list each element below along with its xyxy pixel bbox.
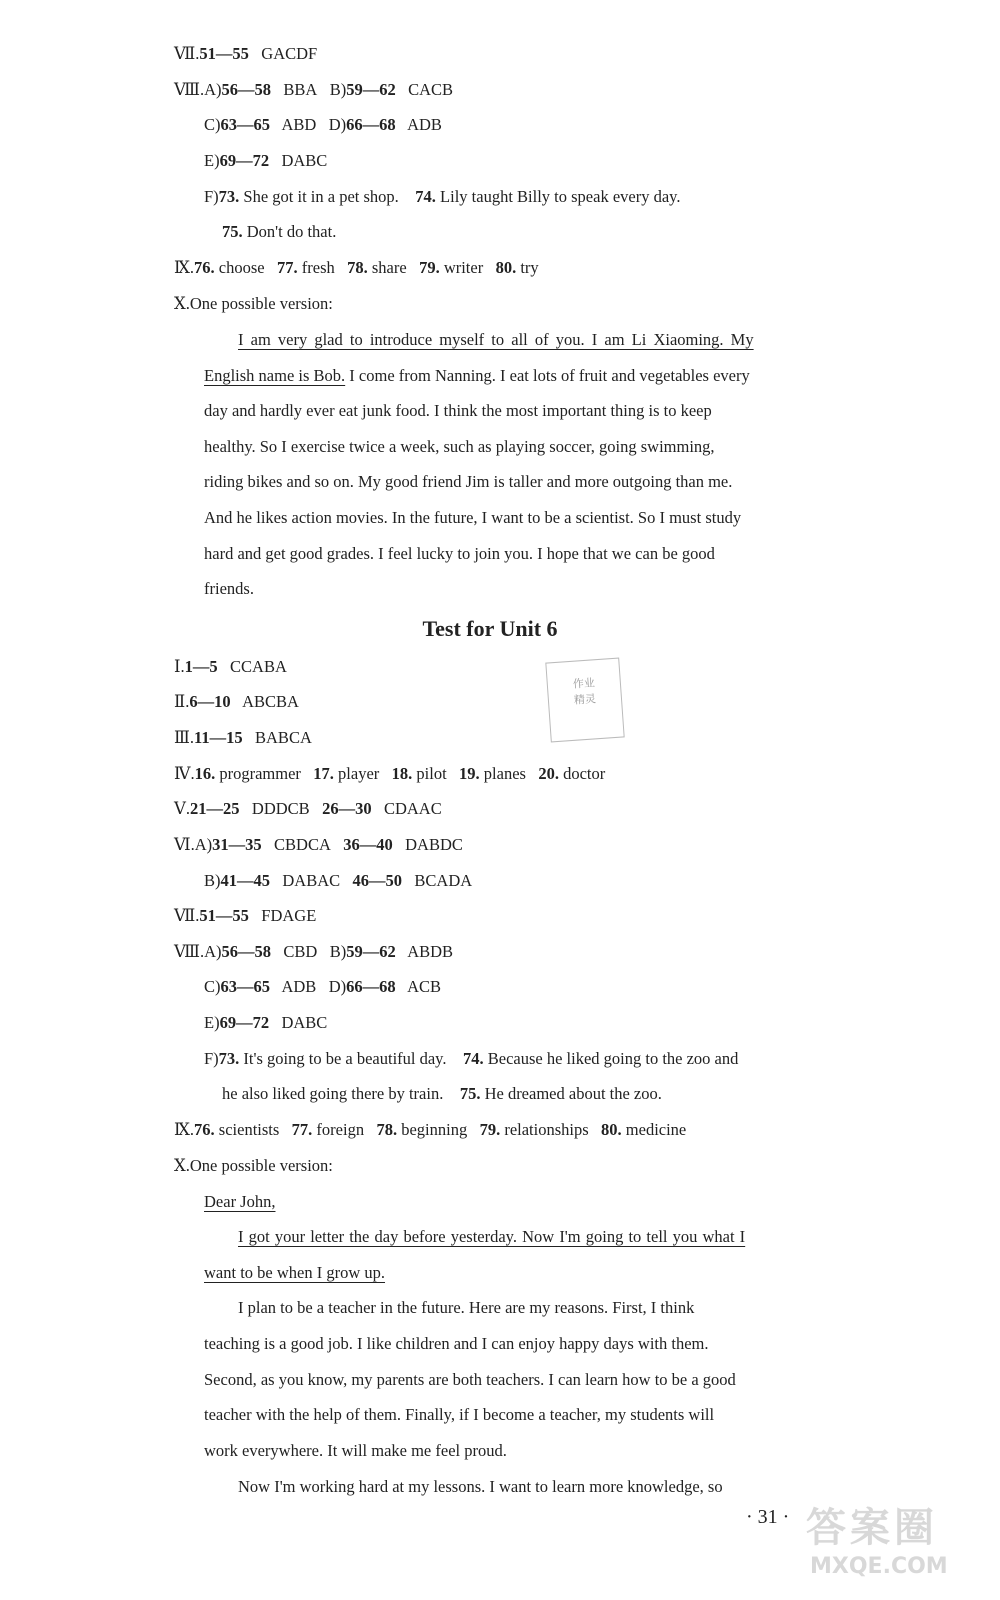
answer-line-ix	[174, 257, 539, 279]
question-range: 51—55	[199, 906, 249, 925]
answer-text: fresh	[301, 258, 335, 277]
part-label: B)	[329, 942, 347, 961]
question-range: 59—62	[346, 942, 396, 961]
answer-line-x	[174, 293, 333, 315]
question-range: 21—25	[190, 799, 240, 818]
part-label: A)	[204, 80, 222, 99]
part-label: B)	[329, 80, 347, 99]
question-number: 78.	[347, 258, 368, 277]
watermark-logo	[806, 1496, 976, 1588]
essay-text: I come from Nanning. I eat lots of fruit and vegetables every	[345, 366, 750, 385]
question-number: 80.	[495, 258, 517, 277]
answer-text: beginning	[401, 1120, 468, 1139]
answer-text: CDAAC	[383, 799, 442, 818]
answer-line-vi	[174, 834, 463, 856]
answer-text: BCADA	[414, 871, 473, 890]
part-label: E)	[204, 151, 220, 170]
section-heading: Test for Unit 6	[422, 616, 558, 641]
answer-line-viii	[174, 79, 453, 101]
part-label: E)	[204, 1013, 220, 1032]
answer-text: She got it in a pet shop.	[243, 187, 399, 206]
question-number: 80.	[601, 1120, 622, 1139]
answer-text: DDDCB	[251, 799, 310, 818]
answer-line-x	[174, 1155, 333, 1177]
question-range: 66—68	[346, 115, 396, 134]
question-range: 36—40	[343, 835, 393, 854]
question-range: 59—62	[346, 80, 396, 99]
question-number: 20.	[538, 764, 559, 783]
answer-line-viii-cd	[204, 114, 442, 136]
question-range: 69—72	[219, 1013, 270, 1032]
section-number: Ⅷ.	[174, 942, 205, 961]
answer-text: planes	[483, 764, 526, 783]
watermark-text: 答案圈	[806, 1505, 938, 1551]
answer-text: doctor	[563, 764, 606, 783]
question-number: 77.	[291, 1120, 313, 1139]
answer-line-vii	[174, 43, 317, 65]
answer-text: relationships	[504, 1120, 589, 1139]
section-number: Ⅶ.	[174, 906, 200, 925]
question-range: 11—15	[194, 728, 243, 747]
answer-text: ADB	[281, 977, 317, 996]
answer-text: CCABA	[230, 657, 287, 676]
essay-line: teaching is a good job. I like children and I can enjoy happy days with them.	[204, 1334, 709, 1353]
greeting-text: Dear John,	[204, 1192, 276, 1211]
answer-text: DABC	[281, 1013, 328, 1032]
answer-line-viii-e	[204, 150, 327, 172]
part-label: D)	[328, 977, 347, 996]
part-label: F)	[204, 187, 219, 206]
answer-text: BABCA	[255, 728, 312, 747]
question-range: 26—30	[322, 799, 372, 818]
essay-line: I got your letter the day before yesterday. Now I'm going to tell you what I	[238, 1227, 746, 1246]
answer-line-viii	[174, 941, 453, 963]
section-number: Ⅰ.	[174, 657, 185, 676]
question-number: 18.	[391, 764, 413, 783]
answer-text: CACB	[408, 80, 454, 99]
answer-text: FDAGE	[261, 906, 317, 925]
answer-text: DABAC	[282, 871, 341, 890]
question-range: 63—65	[220, 977, 270, 996]
answer-text: player	[338, 764, 380, 783]
part-label: C)	[204, 977, 221, 996]
question-number: 76.	[194, 1120, 215, 1139]
question-range: 31—35	[212, 835, 262, 854]
answer-line-ii	[174, 691, 299, 713]
essay-line: riding bikes and so on. My good friend Jim is taller and more outgoing than me.	[204, 472, 733, 491]
part-label: C)	[204, 115, 221, 134]
question-number: 79.	[479, 1120, 501, 1139]
answer-text: GACDF	[261, 44, 318, 63]
section-number: Ⅵ.	[174, 835, 195, 854]
answer-text: ABCBA	[242, 692, 299, 711]
answer-text: CBD	[283, 942, 318, 961]
answer-text: medicine	[625, 1120, 687, 1139]
answer-line-vii	[174, 905, 316, 927]
section-number: Ⅸ.	[174, 258, 195, 277]
question-number: 17.	[313, 764, 334, 783]
question-range: 66—68	[346, 977, 396, 996]
answer-text: he also liked going there by train.	[222, 1084, 444, 1103]
question-range: 69—72	[219, 151, 270, 170]
watermark-text: MXQE.COM	[810, 1554, 948, 1579]
answer-text: choose	[218, 258, 265, 277]
answer-line-75	[222, 221, 336, 243]
section-number: Ⅱ.	[174, 692, 190, 711]
question-range: 56—58	[221, 942, 272, 961]
question-number: 16.	[194, 764, 216, 783]
essay-line	[204, 1262, 385, 1284]
question-number: 75.	[459, 1084, 481, 1103]
stamp-text: 作业	[572, 676, 596, 691]
essay-line: And he likes action movies. In the future, I want to be a scientist. So I must study	[204, 508, 742, 527]
part-label: A)	[204, 942, 222, 961]
answer-line-v	[174, 798, 442, 820]
answer-text: Lily taught Billy to speak every day.	[440, 187, 681, 206]
essay-line: healthy. So I exercise twice a week, such as playing soccer, going swimming,	[204, 437, 715, 456]
answer-line-iv	[174, 763, 605, 785]
answer-text: scientists	[218, 1120, 280, 1139]
answer-line-viii-f	[204, 186, 680, 208]
answer-line-viii-cd	[204, 976, 441, 998]
answer-line-viii-f-cont	[222, 1083, 662, 1105]
section-number: Ⅴ.	[174, 799, 191, 818]
section-number: Ⅲ.	[174, 728, 195, 747]
question-range: 51—55	[199, 44, 249, 63]
letter-greeting	[204, 1191, 275, 1213]
section-number: Ⅹ.	[174, 1156, 190, 1175]
essay-line: work everywhere. It will make me feel proud.	[204, 1441, 507, 1460]
part-label: D)	[328, 115, 347, 134]
answer-text: ABDB	[407, 942, 454, 961]
question-number: 74.	[462, 1049, 484, 1068]
question-range: 56—58	[221, 80, 272, 99]
section-number: Ⅸ.	[174, 1120, 195, 1139]
question-range: 41—45	[220, 871, 270, 890]
essay-line: hard and get good grades. I feel lucky to join you. I hope that we can be good	[204, 544, 715, 563]
answer-text: try	[520, 258, 539, 277]
answer-text: programmer	[219, 764, 301, 783]
section-number: Ⅷ.	[174, 80, 205, 99]
essay-line: friends.	[204, 579, 254, 598]
essay-line: day and hardly ever eat junk food. I think the most important thing is to keep	[204, 401, 712, 420]
section-number: Ⅳ.	[174, 764, 195, 783]
essay-line: I plan to be a teacher in the future. Here are my reasons. First, I think	[238, 1298, 695, 1317]
answer-line-viii-e	[204, 1012, 327, 1034]
question-range: 63—65	[220, 115, 270, 134]
answer-text: Because he liked going to the zoo and	[487, 1049, 739, 1068]
answer-text: It's going to be a beautiful day.	[243, 1049, 447, 1068]
answer-text: DABC	[281, 151, 328, 170]
part-label: B)	[204, 871, 221, 890]
question-number: 75.	[222, 222, 243, 241]
answer-text: ADB	[407, 115, 442, 134]
answer-text: One possible version:	[189, 1156, 333, 1175]
question-number: 73.	[218, 1049, 240, 1068]
part-label: F)	[204, 1049, 219, 1068]
essay-line: I am very glad to introduce myself to all of you. I am Li Xiaoming. My	[238, 330, 754, 349]
essay-underlined-text: English name is Bob.	[204, 366, 346, 385]
answer-line-ix	[174, 1119, 686, 1141]
question-number: 76.	[194, 258, 215, 277]
essay-line	[204, 365, 750, 387]
question-number: 79.	[419, 258, 440, 277]
answer-line-iii	[174, 727, 312, 749]
essay-line: Second, as you know, my parents are both teachers. I can learn how to be a good	[204, 1370, 736, 1389]
question-range: 46—50	[352, 871, 403, 890]
answer-text: One possible version:	[189, 294, 333, 313]
section-number: Ⅶ.	[174, 44, 200, 63]
essay-underlined-text: want to be when I grow up.	[204, 1263, 386, 1282]
essay-line: teacher with the help of them. Finally, if I become a teacher, my students will	[204, 1405, 715, 1424]
answer-text: share	[371, 258, 407, 277]
question-number: 78.	[376, 1120, 398, 1139]
answer-text: foreign	[316, 1120, 365, 1139]
section-number: Ⅹ.	[174, 294, 190, 313]
question-number: 19.	[459, 764, 480, 783]
question-number: 74.	[415, 187, 436, 206]
answer-text: He dreamed about the zoo.	[484, 1084, 662, 1103]
question-range: 6—10	[189, 692, 231, 711]
answer-text: ACB	[407, 977, 442, 996]
part-label: A)	[194, 835, 213, 854]
page-number: · 31 ·	[746, 1506, 790, 1528]
stamp-logo	[545, 658, 624, 743]
answer-text: pilot	[416, 764, 447, 783]
answer-text: Don't do that.	[246, 222, 337, 241]
answer-line-i	[174, 656, 287, 678]
question-number: 77.	[277, 258, 298, 277]
answer-line-vi-b	[204, 870, 472, 892]
essay-line: Now I'm working hard at my lessons. I want to learn more knowledge, so	[238, 1477, 723, 1496]
answer-text: BBA	[283, 80, 318, 99]
answer-text: writer	[443, 258, 484, 277]
answer-line-viii-f	[204, 1048, 738, 1070]
answer-text: ABD	[281, 115, 317, 134]
answer-text: DABDC	[405, 835, 463, 854]
question-range: 1—5	[184, 657, 218, 676]
question-number: 73.	[218, 187, 240, 206]
stamp-text: 精灵	[573, 692, 597, 707]
answer-text: CBDCA	[274, 835, 331, 854]
